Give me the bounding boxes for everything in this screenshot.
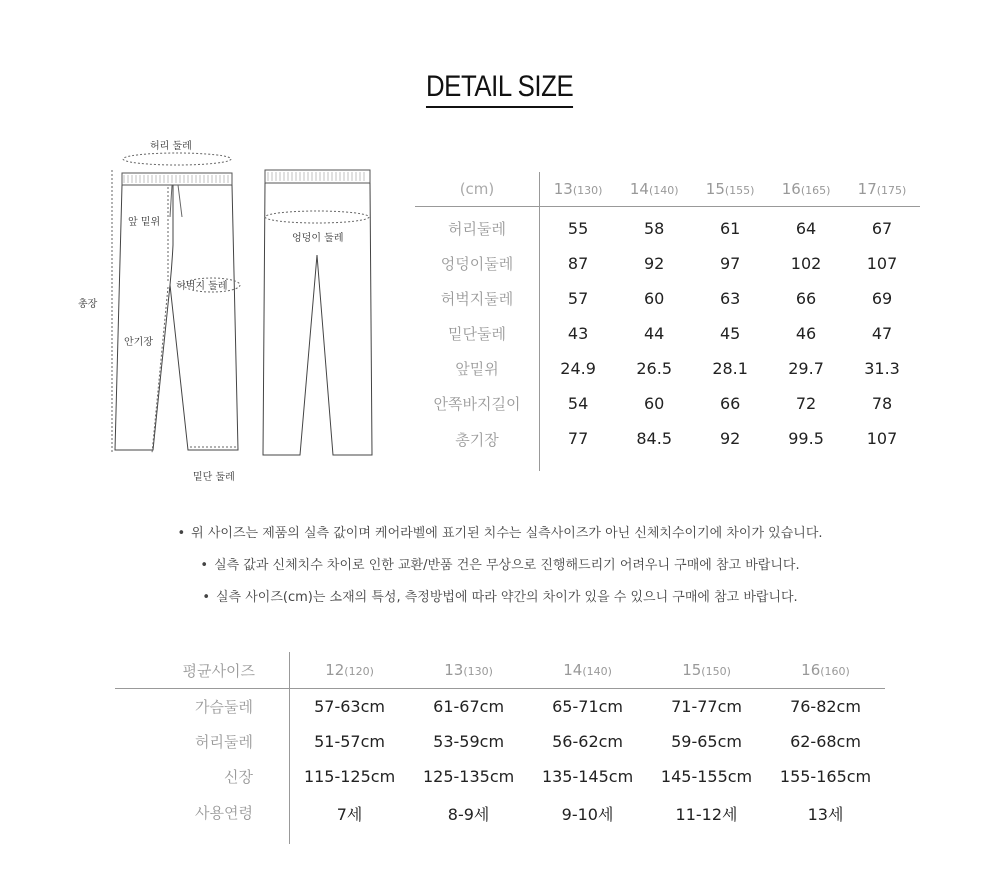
table-cell: 62-68cm	[790, 732, 861, 751]
row-label: 허리둘레	[115, 724, 290, 759]
table-row	[415, 281, 920, 316]
table-cell: 97	[719, 254, 741, 273]
table-cell: 13세	[807, 805, 844, 824]
size-col-header: 14(140)	[616, 172, 692, 207]
table-row	[415, 351, 920, 386]
avg-col-header: 15(150)	[647, 652, 766, 689]
size-table	[415, 172, 920, 471]
page-title	[0, 70, 1000, 108]
table-cell: 53-59cm	[433, 732, 505, 751]
avg-table-header	[115, 652, 885, 689]
avg-col-header: 13(130)	[409, 652, 528, 689]
unit-label: (cm)	[415, 172, 540, 207]
table-cell: 28.1	[712, 359, 748, 378]
table-cell: 92	[644, 254, 665, 273]
row-label: 허리둘레	[415, 207, 540, 247]
size-col-header: 13(130)	[540, 172, 617, 207]
table-cell: 107	[866, 429, 898, 448]
table-cell: 54	[567, 394, 589, 413]
table-cell: 55	[567, 219, 589, 238]
table-cell: 125-135cm	[422, 767, 515, 786]
row-label: 밑단둘레	[415, 316, 540, 351]
bullet-icon: •	[202, 590, 210, 605]
table-cell: 67	[871, 219, 893, 238]
table-cell: 66	[719, 394, 741, 413]
row-label: 엉덩이둘레	[415, 246, 540, 281]
table-cell: 61	[719, 219, 741, 238]
row-label: 가슴둘레	[115, 689, 290, 725]
bullet-icon: •	[177, 526, 186, 541]
avg-corner-label: 평균사이즈	[115, 652, 290, 689]
table-cell: 7세	[336, 805, 363, 824]
table-cell: 57	[567, 289, 589, 308]
avg-col-header: 12(120)	[290, 652, 410, 689]
row-label: 총기장	[415, 421, 540, 471]
table-cell: 107	[866, 254, 898, 273]
size-col-header: 15(155)	[692, 172, 768, 207]
table-cell: 99.5	[788, 429, 824, 448]
table-cell: 46	[795, 324, 817, 343]
table-cell: 63	[719, 289, 741, 308]
table-cell: 69	[871, 289, 893, 308]
table-cell: 44	[644, 324, 665, 343]
table-cell: 26.5	[636, 359, 672, 378]
row-label: 신장	[115, 759, 290, 794]
size-notes	[0, 522, 1000, 618]
table-cell: 155-165cm	[779, 767, 872, 786]
table-cell: 57-63cm	[314, 697, 385, 716]
table-cell: 65-71cm	[552, 697, 623, 716]
label-total-length: 총장	[78, 299, 98, 310]
label-waist: 허리 둘레	[150, 141, 192, 152]
table-cell: 77	[567, 429, 589, 448]
table-row	[415, 421, 920, 471]
table-row	[415, 386, 920, 421]
table-cell: 115-125cm	[303, 767, 396, 786]
table-cell: 145-155cm	[660, 767, 753, 786]
table-cell: 11-12세	[675, 805, 738, 824]
table-cell: 135-145cm	[541, 767, 634, 786]
avg-col-header: 14(140)	[528, 652, 647, 689]
bullet-icon: •	[200, 558, 209, 573]
table-row	[415, 246, 920, 281]
table-row	[115, 689, 885, 725]
label-inseam: 안기장	[124, 337, 153, 348]
pants-diagram	[60, 125, 400, 495]
note-item: • 실측 사이즈(cm)는 소재의 특성, 측정방법에 따라 약간의 차이가 있을 수 있으니 구매에 참고 바랍니다.	[202, 590, 798, 605]
average-size-table	[115, 652, 885, 844]
table-row	[115, 794, 885, 844]
label-hem: 밑단 둘레	[193, 472, 235, 483]
avg-col-header: 16(160)	[766, 652, 885, 689]
table-row	[115, 759, 885, 794]
table-cell: 84.5	[636, 429, 672, 448]
table-row	[415, 316, 920, 351]
row-label: 사용연령	[115, 794, 290, 844]
table-cell: 59-65cm	[671, 732, 742, 751]
size-col-header: 17(175)	[844, 172, 920, 207]
table-cell: 78	[871, 394, 893, 413]
note-item: • 위 사이즈는 제품의 실측 값이며 케어라벨에 표기된 치수는 실측사이즈가 아닌 신체치수이기에 차이가 있습니다.	[177, 526, 823, 541]
table-cell: 31.3	[864, 359, 900, 378]
label-thigh: 허벅지 둘레	[176, 281, 228, 292]
label-front-rise: 앞 밑위	[128, 217, 161, 228]
table-cell: 72	[795, 394, 817, 413]
size-table-header	[415, 172, 920, 207]
title-text: DETAIL SIZE	[426, 70, 573, 108]
label-hip: 엉덩이 둘레	[292, 233, 344, 244]
table-cell: 76-82cm	[790, 697, 861, 716]
table-cell: 29.7	[788, 359, 824, 378]
table-cell: 9-10세	[561, 805, 614, 824]
row-label: 허벅지둘레	[415, 281, 540, 316]
row-label: 안쪽바지길이	[415, 386, 540, 421]
table-cell: 87	[567, 254, 589, 273]
table-cell: 58	[644, 219, 665, 238]
row-label: 앞밑위	[415, 351, 540, 386]
table-row	[115, 724, 885, 759]
size-col-header: 16(165)	[768, 172, 844, 207]
table-cell: 60	[644, 394, 665, 413]
pants-illustration	[60, 125, 400, 495]
table-cell: 47	[871, 324, 893, 343]
table-cell: 71-77cm	[671, 697, 742, 716]
table-cell: 66	[795, 289, 817, 308]
table-cell: 51-57cm	[314, 732, 385, 751]
table-cell: 56-62cm	[552, 732, 623, 751]
table-cell: 24.9	[560, 359, 596, 378]
note-item: • 실측 값과 신체치수 차이로 인한 교환/반품 건은 무상으로 진행해드리기 어려우니 구매에 참고 바랍니다.	[200, 558, 800, 573]
table-row	[415, 207, 920, 247]
table-cell: 45	[719, 324, 741, 343]
table-cell: 43	[567, 324, 589, 343]
table-cell: 64	[795, 219, 817, 238]
table-cell: 92	[719, 429, 741, 448]
table-cell: 8-9세	[447, 805, 490, 824]
table-cell: 61-67cm	[433, 697, 505, 716]
table-cell: 60	[644, 289, 665, 308]
table-cell: 102	[790, 254, 822, 273]
